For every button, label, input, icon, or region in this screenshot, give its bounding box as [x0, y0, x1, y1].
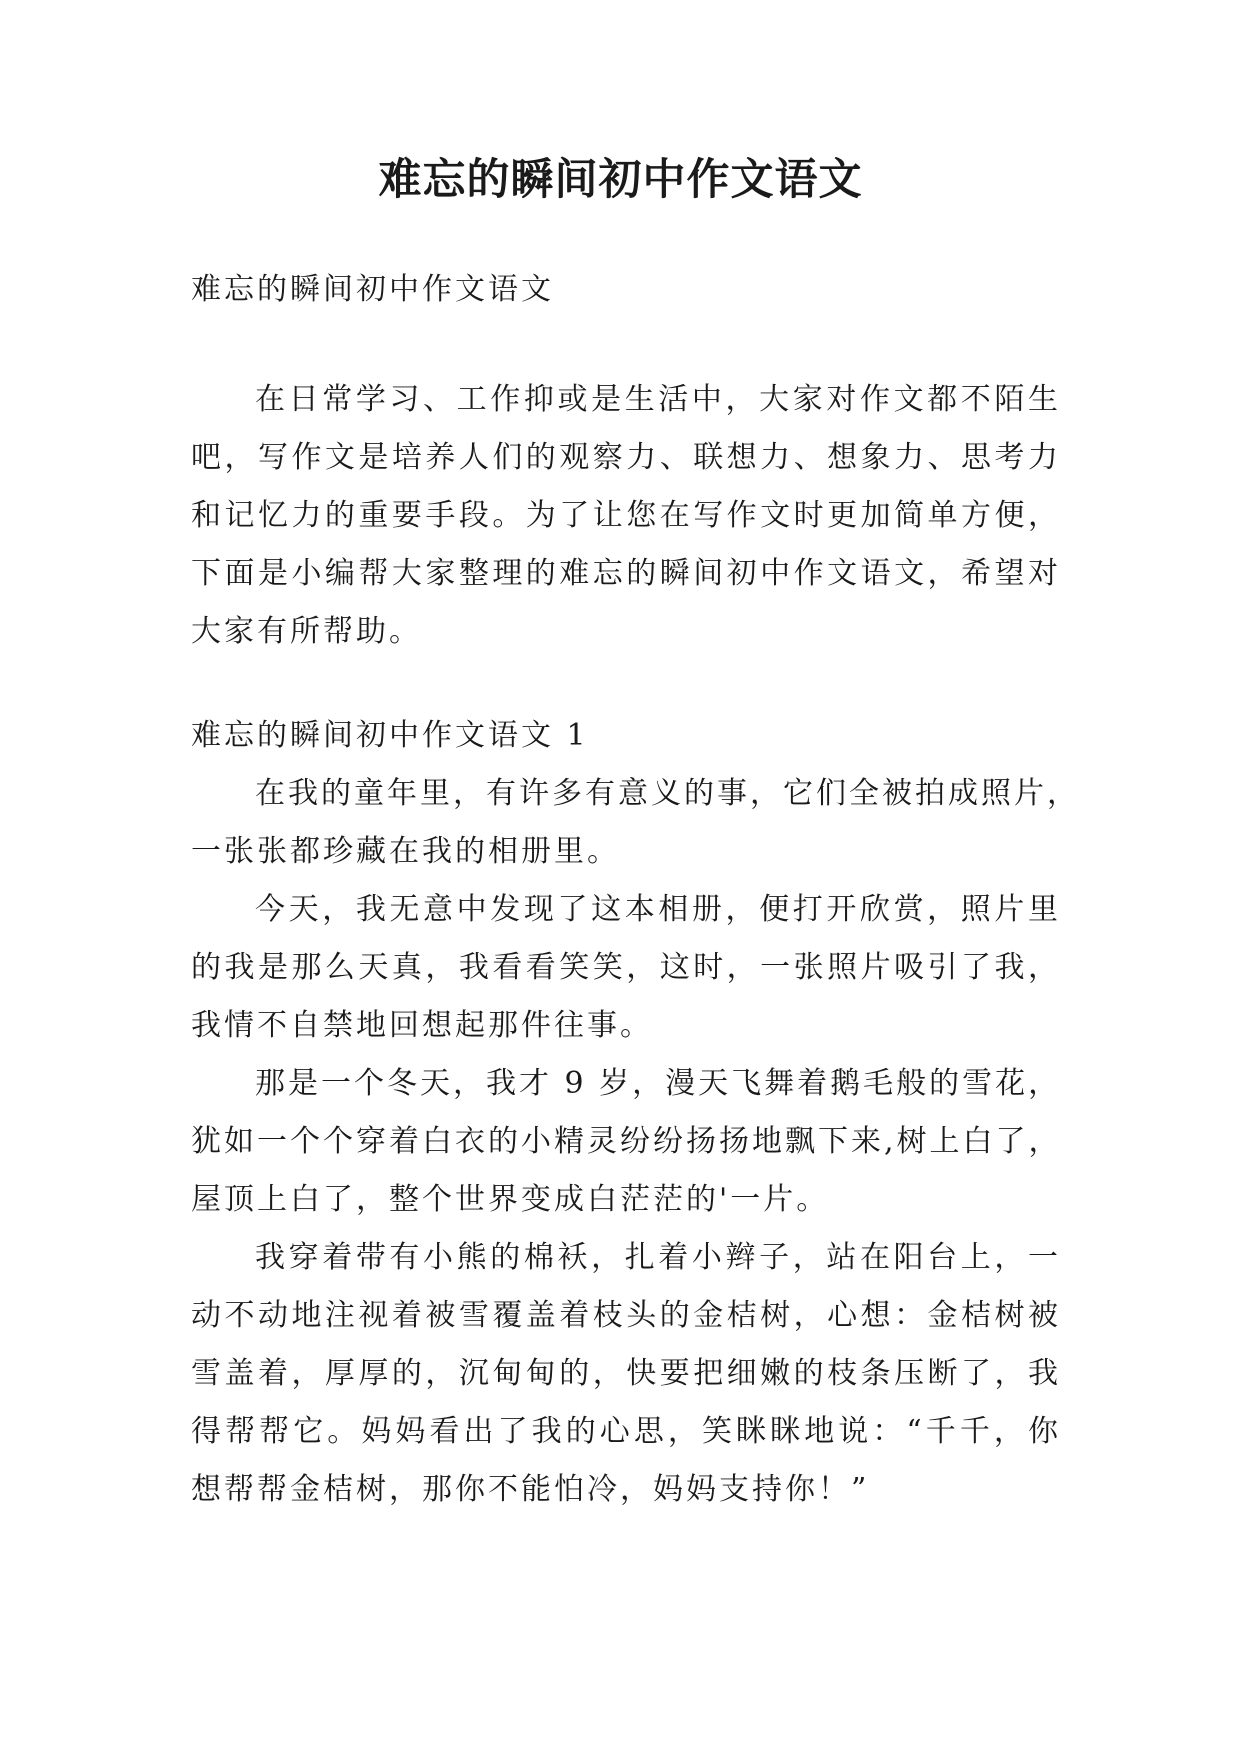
text-line: 那是一个冬天，我才 9 岁，漫天飞舞着鹅毛般的雪花， — [255, 1066, 1062, 1101]
text-line: 我情不自禁地回想起那件往事。 — [191, 1008, 653, 1043]
text-line: 今天，我无意中发现了这本相册，便打开欣赏，照片里 — [255, 892, 1061, 927]
section-heading: 难忘的瞬间初中作文语文 1 — [191, 718, 589, 753]
text-line: 想帮帮金桔树，那你不能怕冷，妈妈支持你！” — [191, 1472, 870, 1507]
text-line: 雪盖着，厚厚的，沉甸甸的，快要把细嫩的枝条压断了，我 — [191, 1356, 1061, 1391]
document-subtitle: 难忘的瞬间初中作文语文 — [191, 272, 554, 307]
text-line: 犹如一个个穿着白衣的小精灵纷纷扬扬地飘下来,树上白了， — [191, 1124, 1062, 1159]
document-title: 难忘的瞬间初中作文语文 — [378, 155, 863, 205]
spacer — [191, 661, 1061, 707]
story-paragraph — [191, 1229, 1061, 1519]
intro-paragraph — [191, 371, 1061, 661]
text-line: 屋顶上白了，整个世界变成白茫茫的'一片。 — [191, 1182, 830, 1217]
text-line: 在我的童年里，有许多有意义的事，它们全被拍成照片， — [255, 776, 1080, 811]
text-line: 和记忆力的重要手段。为了让您在写作文时更加简单方便， — [191, 498, 1061, 533]
text-line: 大家有所帮助。 — [191, 614, 422, 649]
document-body — [191, 261, 1080, 1519]
story-paragraph — [191, 1055, 1061, 1229]
text-line: 下面是小编帮大家整理的难忘的瞬间初中作文语文，希望对 — [191, 556, 1061, 591]
text-line: 得帮帮它。妈妈看出了我的心思，笑眯眯地说：“千千，你 — [191, 1414, 1061, 1449]
text-line: 在日常学习、工作抑或是生活中，大家对作文都不陌生 — [255, 382, 1061, 417]
text-line: 吧，写作文是培养人们的观察力、联想力、想象力、思考力 — [191, 440, 1061, 475]
spacer — [191, 319, 1061, 371]
story-paragraph — [191, 881, 1061, 1055]
text-line: 的我是那么天真，我看看笑笑，这时，一张照片吸引了我， — [191, 950, 1061, 985]
text-line: 一张张都珍藏在我的相册里。 — [191, 834, 620, 869]
text-line: 动不动地注视着被雪覆盖着枝头的金桔树，心想：金桔树被 — [191, 1298, 1061, 1333]
story-paragraph — [191, 765, 1080, 881]
text-line: 我穿着带有小熊的棉袄，扎着小辫子，站在阳台上，一 — [255, 1240, 1061, 1275]
